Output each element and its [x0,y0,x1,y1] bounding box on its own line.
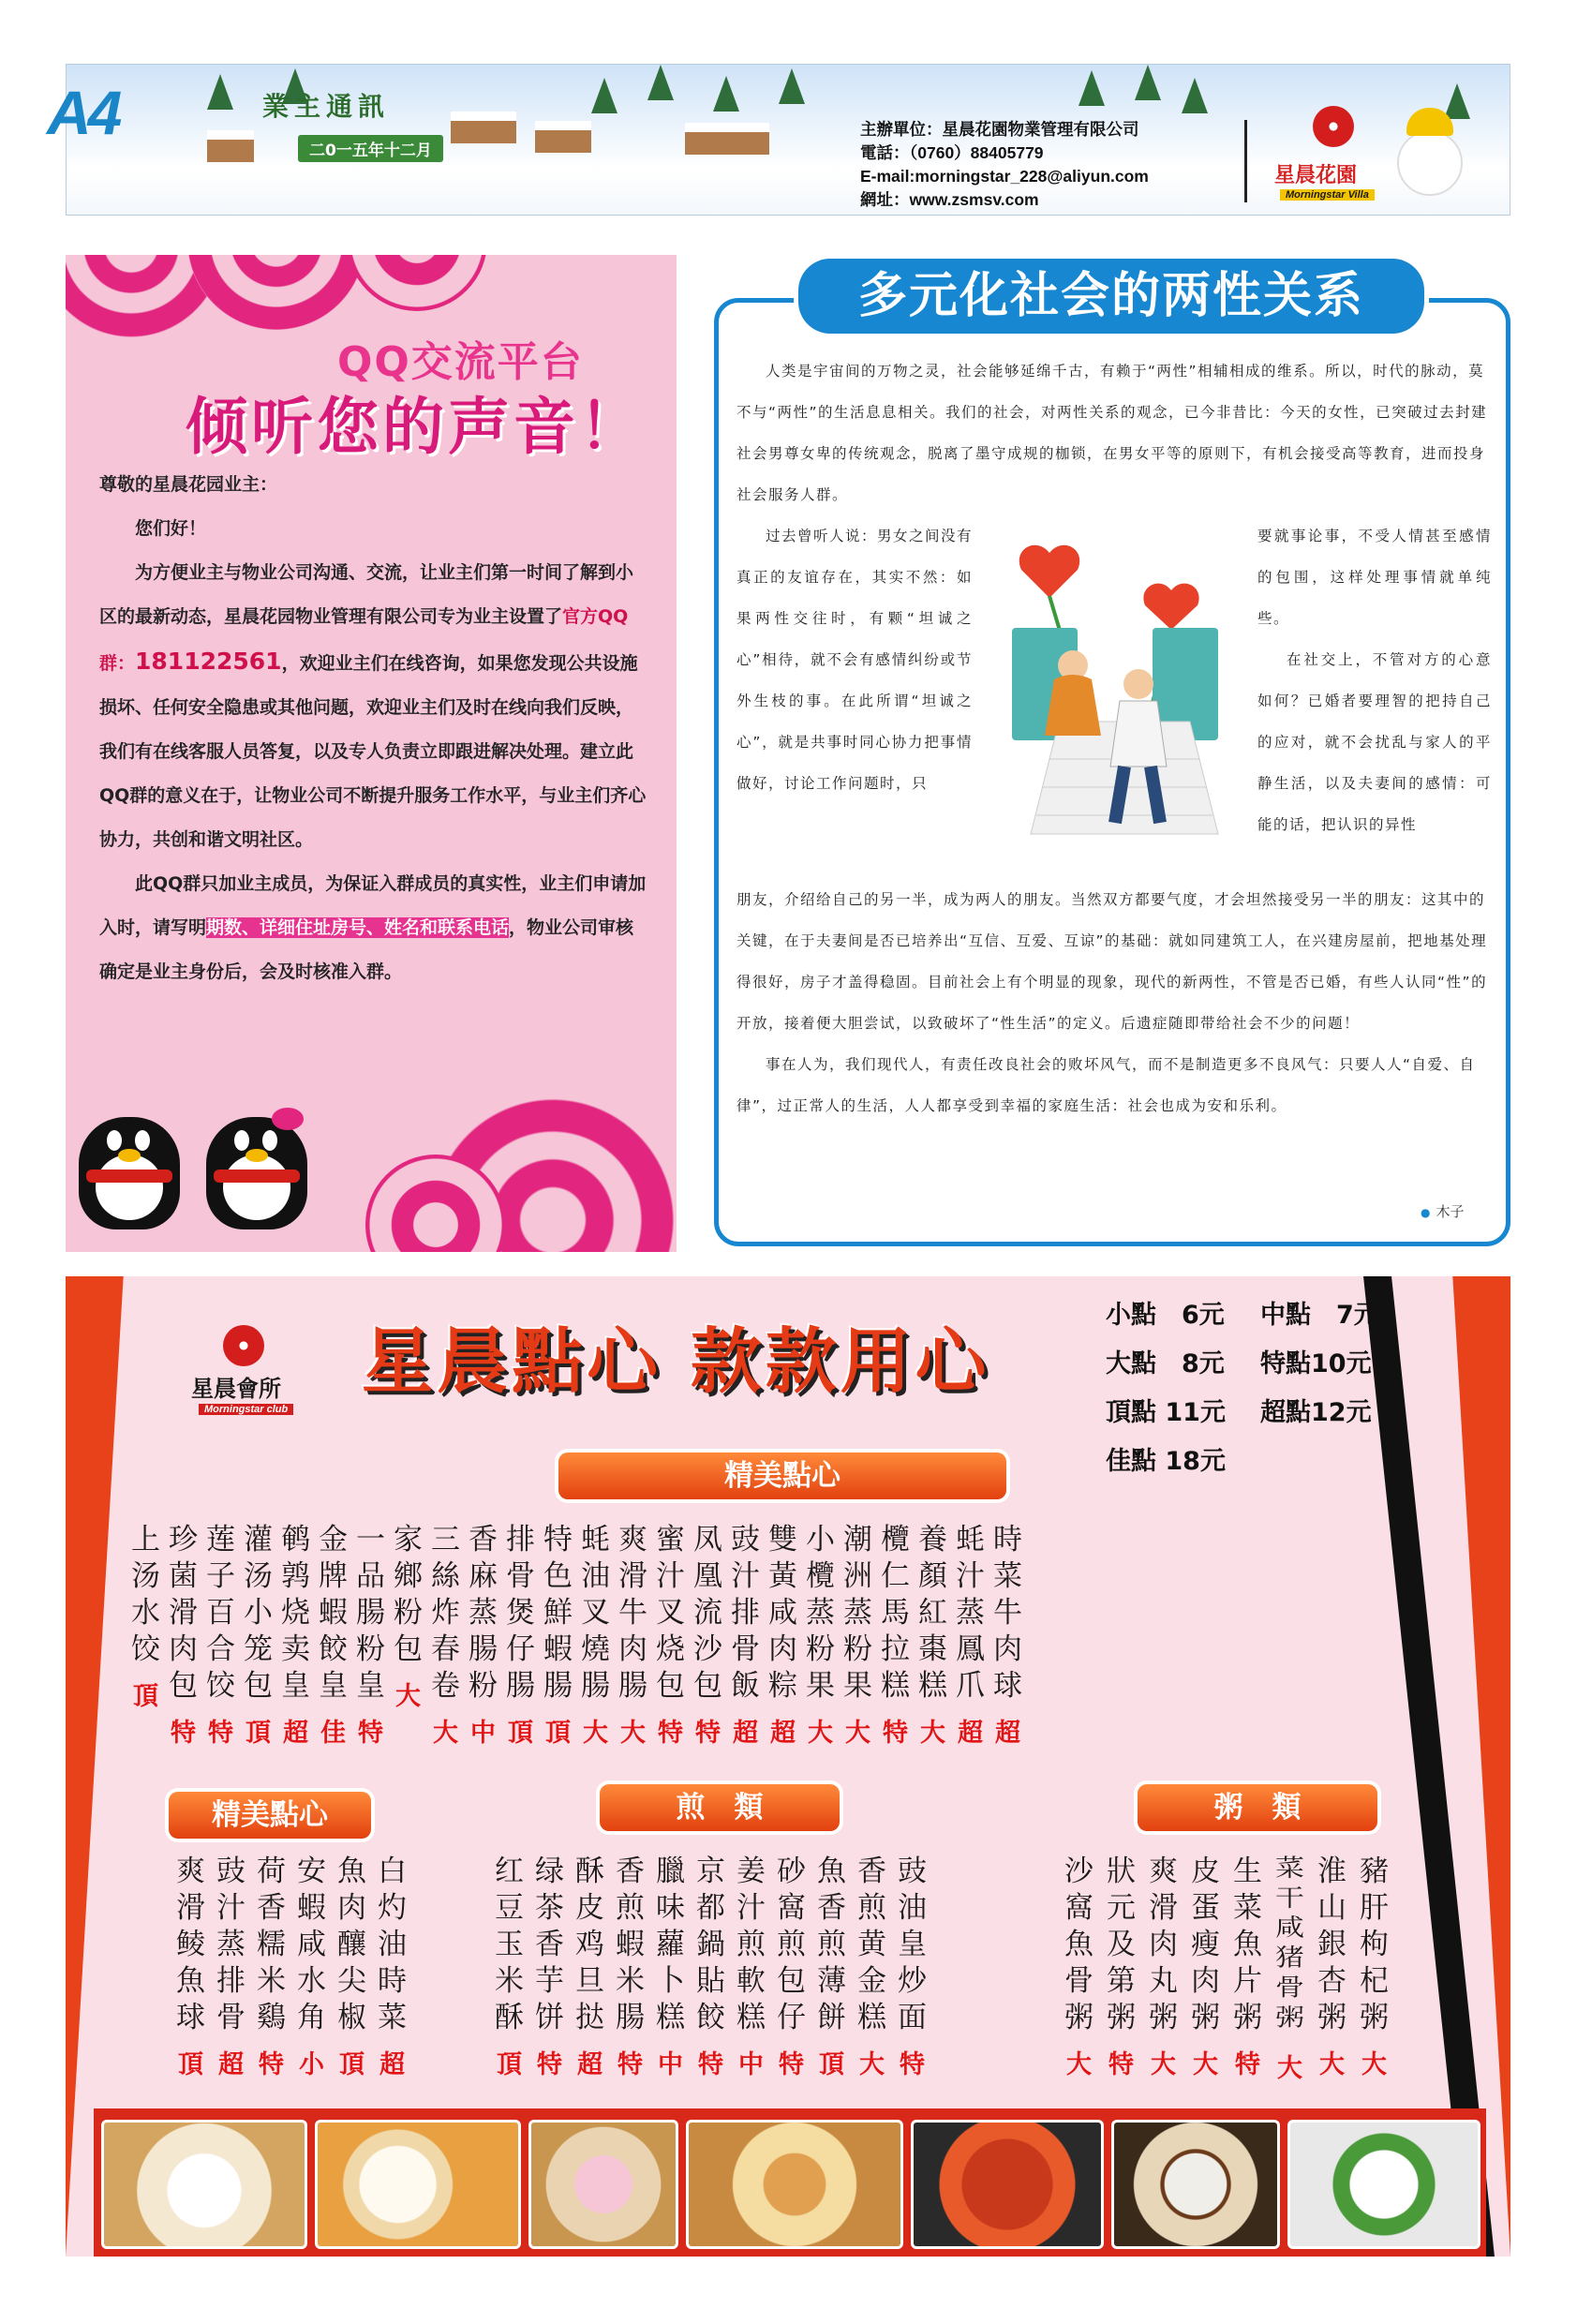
menu-item [378,1854,407,2080]
qq-paragraph-2: 此QQ群只加业主成员，为保证入群成员的真实性，业主们申请加入时，请写明期数、详细住址房号、姓名和联系电话，物业公司审核确定是业主身份后，会及时核准入群。 [99,873,647,982]
menu-item [956,1522,985,1749]
menu-item [693,1522,722,1749]
menu-item [176,1854,205,2080]
menu-item-name: 家 鄉 粉 包 [394,1523,423,1666]
menu-item-name: 鹌 鹑 烧 卖 皇 [281,1523,310,1703]
menu-item [575,1854,604,2080]
menu-item-name: 安 蝦 咸 水 角 [297,1855,326,2034]
menu-item [506,1522,535,1749]
dimsum-grid-2 [176,1854,407,2080]
menu-item [535,1854,564,2080]
menu-item [731,1522,760,1749]
menu-item-name: 上 汤 水 饺 [131,1523,160,1666]
menu-item-name: 養 顏 紅 棗 糕 [918,1523,947,1703]
menu-item-name: 荷 香 糯 米 鷄 [257,1855,286,2034]
food-photo [911,2120,1104,2249]
menu-item-name: 爽 滑 肉 丸 粥 [1149,1855,1178,2034]
menu-item-tier: 超 [577,2050,603,2079]
menu-item [736,1854,766,2080]
menu-item [356,1522,385,1749]
menu-item-tier: 小 [299,2050,324,2079]
newsletter-title: 業主通訊 [262,91,391,122]
snowman-image [1397,130,1463,196]
menu-item [244,1522,273,1749]
menu-item [543,1522,573,1749]
fried-grid [495,1854,927,2080]
menu-item-tier: 特 [208,1719,233,1748]
menu-item-name: 金 牌 蝦 餃 皇 [319,1523,348,1703]
menu-item [1107,1854,1136,2084]
menu-item-tier: 特 [259,2050,284,2079]
menu-item [857,1854,886,2080]
menu-item [918,1522,947,1749]
food-photo [1287,2120,1480,2249]
menu-item-tier: 大 [845,1719,870,1748]
menu-item-name: 時 菜 牛 肉 球 [993,1523,1022,1703]
menu-item-name: 沙 窩 魚 骨 粥 [1064,1855,1093,2034]
menu-item-tier: 頂 [819,2050,844,2079]
menu-item-name: 姜 汁 煎 軟 糕 [736,1855,766,2034]
menu-item [618,1522,647,1749]
menu-item-name: 京 都 鍋 貼 餃 [696,1855,725,2034]
menu-item-name: 淮 山 銀 杏 粥 [1317,1855,1346,2034]
price-row [1106,1291,1415,1340]
menu-item [881,1522,910,1749]
menu-item-tier: 頂 [508,1719,533,1748]
menu-item-name: 蜜 汁 叉 烧 包 [656,1523,685,1703]
menu-item-tier: 超 [218,2050,244,2079]
menu-item [257,1854,286,2080]
menu-item-tier: 特 [883,1719,908,1748]
required-info-highlight: 期数、详细住址房号、姓名和联系电话 [206,917,510,938]
menu-item-tier: 大 [1151,2050,1176,2079]
article-column-left: 过去曾听人说：男女之间没有真正的友谊存在，其实不然：如果两性交往时，有颗“坦诚之心”相待，就不会有感情纠纷或节外生枝的事。在此所谓“坦诚之心”，就是共事时同心协力把事情做好，讨论工作问题时，只 [736,528,974,792]
menu-item-name: 豉 汁 排 骨 飯 [731,1523,760,1703]
price-item: 超點12元 [1260,1398,1372,1427]
menu-item-name: 菜 干 咸 猪 骨 粥 [1275,1854,1304,2033]
header-divider [1244,120,1247,202]
article-author: ● 木子 [1421,1201,1465,1221]
menu-item-tier: 頂 [245,1719,271,1748]
menu-item-tier: 特 [698,2050,723,2079]
menu-item-tier: 特 [617,2050,643,2079]
menu-item [696,1854,725,2080]
phone-line: 電話：（0760）88405779 [860,143,1044,162]
club-logo: 星晨會所 [191,1376,281,1402]
menu-item-name: 潮 洲 蒸 粉 果 [843,1523,872,1703]
menu-item [581,1522,610,1749]
food-photo [528,2120,678,2249]
menu-item [206,1522,235,1749]
menu-item-tier: 大 [1319,2050,1345,2079]
salutation: 尊敬的星晨花园业主： [99,474,278,495]
price-item: 小點 6元 [1106,1301,1225,1330]
qq-penguin-icon [79,1117,180,1229]
menu-item [1317,1854,1346,2084]
food-photo [315,2120,521,2249]
menu-item [806,1522,835,1749]
menu-item-tier: 大 [1277,2054,1302,2083]
menu-item-name: 欖 仁 馬 拉 糕 [881,1523,910,1703]
menu-item-name: 香 煎 蝦 米 腸 [616,1855,645,2034]
menu-item-name: 小 欖 蒸 粉 果 [806,1523,835,1703]
menu-item [1360,1854,1389,2084]
menu-item [993,1522,1022,1749]
menu-item-tier: 頂 [545,1719,571,1748]
menu-item-tier: 特 [779,2050,804,2079]
menu-item-tier: 中 [738,2050,764,2079]
menu-item-tier: 特 [358,1719,383,1748]
menu-item [319,1522,348,1749]
menu-item-name: 绿 茶 香 芋 饼 [535,1855,564,2034]
menu-item-tier: 超 [733,1719,758,1748]
menu-item-name: 蚝 油 叉 燒 腸 [581,1523,610,1703]
menu-item-name: 豉 汁 蒸 排 骨 [216,1855,245,2034]
menu-item [898,1854,927,2080]
menu-item-name: 一 品 腸 粉 皇 [356,1523,385,1703]
menu-item-name: 爽 滑 鲮 魚 球 [176,1855,205,2034]
menu-item [1149,1854,1178,2084]
dimsum-grid [131,1522,1022,1749]
qq-slogan: 倾听您的声音！ [186,391,645,463]
menu-item [216,1854,245,2080]
price-item: 頂點 11元 [1106,1398,1226,1427]
menu-item-tier: 特 [1235,2050,1260,2079]
menu-item-name: 狀 元 及 第 粥 [1107,1855,1136,2034]
menu-item-tier: 大 [859,2050,885,2079]
villa-logo: 星晨花園 [1274,164,1358,187]
menu-item-tier: 大 [583,1719,608,1748]
menu-item [469,1522,498,1749]
newsletter-date: 二0一五年十二月 [298,135,443,162]
menu-item-tier: 中 [658,2050,683,2079]
couple-illustration [984,534,1246,853]
villa-logo-sub: Morningstar Villa [1280,189,1375,201]
section-label-congee: 粥 類 [1138,1784,1377,1831]
menu-item-name: 特 色 鮮 蝦 腸 [543,1523,573,1703]
menu-item-name: 魚 肉 釀 尖 椒 [337,1855,366,2034]
menu-item-name: 豉 油 皇 炒 面 [898,1855,927,2034]
menu-item [431,1522,460,1749]
qq-group-number[interactable]: 181122561 [135,648,282,675]
publisher-info [860,118,1149,212]
menu-item-tier: 特 [1108,2050,1134,2079]
menu-item-tier: 特 [171,1719,196,1748]
menu-item-tier: 大 [808,1719,833,1748]
menu-item [169,1522,198,1749]
price-list [1106,1291,1415,1486]
menu-item-name: 酥 皮 鸡 旦 挞 [575,1855,604,2034]
menu-item [768,1522,797,1749]
menu-item-name: 砂 窩 煎 包 仔 [777,1855,806,2034]
price-row [1106,1340,1415,1389]
publisher-line: 主辦單位：星晨花園物業管理有限公司 [860,120,1139,139]
menu-item [1233,1854,1262,2084]
price-item: 中點 7元 [1260,1301,1379,1330]
menu-item-tier: 超 [379,2050,405,2079]
menu-item-tier: 超 [958,1719,983,1748]
article-paragraph-bottom: 朋友，介绍给自己的另一半，成为两人的朋友。当然双方都要气度，才会坦然接受另一半的朋友：这其中的关键，在于夫妻间是否已培养出“互信、互爱、互谅”的基础：就如同建筑工人，在兴建房屋前，把地基处理得很好，房子才盖得稳固。目前社会上有个明显的现象，现代的新两性，不管是否已婚，有些人认同“性”的开放，接着便大胆尝试，以致破坏了“性生活”的定义。后遗症随即带给社会不少的问题！ 事在人为，我们现代人，有责任改良社会的败坏风气，而不是制造更多不良风气：只要人人“自爱、自律”，过正常人的生活，人人都享受到幸福的家庭生活：社会也成为安和乐利。 [736,891,1488,1114]
menu-item [656,1522,685,1749]
food-photo [686,2120,903,2249]
menu-item-name: 香 煎 黄 金 糕 [857,1855,886,2034]
congee-grid [1064,1854,1389,2084]
club-flower-icon [223,1325,264,1366]
menu-item [843,1522,872,1749]
menu-item-name: 灌 汤 小 笼 包 [244,1523,273,1703]
menu-item-tier: 大 [920,1719,945,1748]
food-photo [101,2120,307,2249]
menu-item-tier: 特 [537,2050,562,2079]
greeting: 您们好！ [135,518,207,539]
qq-platform-panel [66,255,677,1252]
menu-item [495,1854,524,2080]
menu-item [337,1854,366,2080]
menu-item-name: 爽 滑 牛 肉 腸 [618,1523,647,1703]
menu-item-name: 臘 味 蘿 卜 糕 [656,1855,685,2034]
menu-item-tier: 大 [395,1682,421,1711]
menu-item [131,1522,160,1749]
qq-platform-title: QQ交流平台 [337,338,584,386]
article-title: 多元化社会的两性关系 [798,259,1424,334]
menu-item [1191,1854,1220,2084]
menu-item-tier: 特 [658,1719,683,1748]
menu-item-name: 雙 黃 咸 肉 粽 [768,1523,797,1703]
menu-item [777,1854,806,2080]
menu-item-tier: 頂 [178,2050,203,2079]
menu-item [1275,1854,1304,2084]
article-column-right: 要就事论事，不受人情甚至感情的包围，这样处理事情就单纯些。 在社交上，不管对方的心意如何？已婚者要理智的把持自己的应对，就不会扰乱与家人的平静生活，以及夫妻间的感情：可能的话，把认识的异性 [1257,528,1492,833]
menu-item-name: 凤 凰 流 沙 包 [693,1523,722,1703]
menu-item-tier: 超 [995,1719,1020,1748]
price-row [1106,1438,1415,1486]
menu-item-name: 白 灼 油 時 菜 [378,1855,407,2034]
price-item: 佳點 18元 [1106,1447,1226,1476]
menu-item-tier: 中 [470,1719,496,1748]
menu-item-name: 皮 蛋 瘦 肉 粥 [1191,1855,1220,2034]
menu-item-tier: 特 [900,2050,925,2079]
price-item [1260,1438,1415,1486]
menu-item-tier: 頂 [133,1682,158,1711]
menu-item-tier: 大 [433,1719,458,1748]
menu-item-tier: 大 [620,1719,646,1748]
qq-paragraph-1: 为方便业主与物业公司沟通、交流，让业主们第一时间了解到小区的最新动态，星晨花园物业管理有限公司专为业主设置了官方QQ群：181122561，欢迎业主们在线咨询，如果您发现公共设施损坏、任何安全隐患或其他问题，欢迎业主们及时在线向我们反映，我们有在线客服人员答复，以及专人负责立即跟进解决处理。建立此QQ群的意义在于，让物业公司不断提升服务工作水平，与业主们齐心协力，共创和谐文明社区。 [99,562,647,850]
menu-item-name: 红 豆 玉 米 酥 [495,1855,524,2034]
menu-item [281,1522,310,1749]
menu-item-name: 珍 菌 滑 肉 包 [169,1523,198,1703]
menu-slogan: 星晨點心 款款用心 [362,1319,990,1403]
menu-item-name: 豬 肝 枸 杞 粥 [1360,1855,1389,2034]
price-row [1106,1389,1415,1438]
menu-item-tier: 超 [283,1719,308,1748]
qq-notice-body [99,463,648,994]
section-label-fried: 煎 類 [600,1784,840,1831]
menu-item-name: 香 麻 蒸 腸 粉 [469,1523,498,1703]
page-number: A4 [47,78,119,147]
qq-group-label: 官方QQ群： [99,606,629,674]
menu-item-tier: 特 [695,1719,721,1748]
menu-item-tier: 大 [1193,2050,1218,2079]
menu-item-tier: 佳 [320,1719,346,1748]
menu-item [656,1854,685,2080]
club-logo-sub: Morningstar club [199,1404,293,1415]
menu-item-name: 三 絲 炸 春 卷 [431,1523,460,1703]
price-item: 大點 8元 [1106,1349,1225,1378]
price-item: 特點10元 [1260,1349,1372,1378]
menu-item [1064,1854,1093,2084]
menu-item-name: 生 菜 魚 片 粥 [1233,1855,1262,2034]
email-line: E-mail:morningstar_228@aliyun.com [860,167,1149,186]
section-label-dimsum: 精美點心 [558,1452,1006,1499]
menu-item [817,1854,846,2080]
menu-item-tier: 大 [1066,2050,1092,2079]
menu-item [616,1854,645,2080]
menu-item [297,1854,326,2080]
menu-item-name: 蚝 汁 蒸 鳳 爪 [956,1523,985,1703]
qq-penguin-girl-icon [206,1117,307,1229]
menu-item [394,1522,423,1749]
website-line: 網址：www.zsmsv.com [860,190,1039,209]
menu-item-name: 排 骨 煲 仔 腸 [506,1523,535,1703]
menu-item-tier: 大 [1361,2050,1387,2079]
food-photo [1111,2120,1280,2249]
article-paragraph-1: 人类是宇宙间的万物之灵，社会能够延绵千古，有赖于“两性”相辅相成的维系。所以，时代的脉动，莫不与“两性”的生活息息相关。我们的社会，对两性关系的观念，已今非昔比：今天的女性，已突破过去封建社会男尊女卑的传统观念，脱离了墨守成规的枷锁，在男女平等的原则下，有机会接受高等教育，进而投身社会服务人群。 [736,363,1488,503]
menu-item-tier: 頂 [339,2050,364,2079]
menu-item-tier: 頂 [497,2050,522,2079]
menu-item-name: 莲 子 百 合 饺 [206,1523,235,1703]
menu-item-name: 魚 香 煎 薄 餅 [817,1855,846,2034]
section-label-dimsum-2: 精美點心 [169,1792,371,1839]
menu-item-tier: 超 [770,1719,796,1748]
